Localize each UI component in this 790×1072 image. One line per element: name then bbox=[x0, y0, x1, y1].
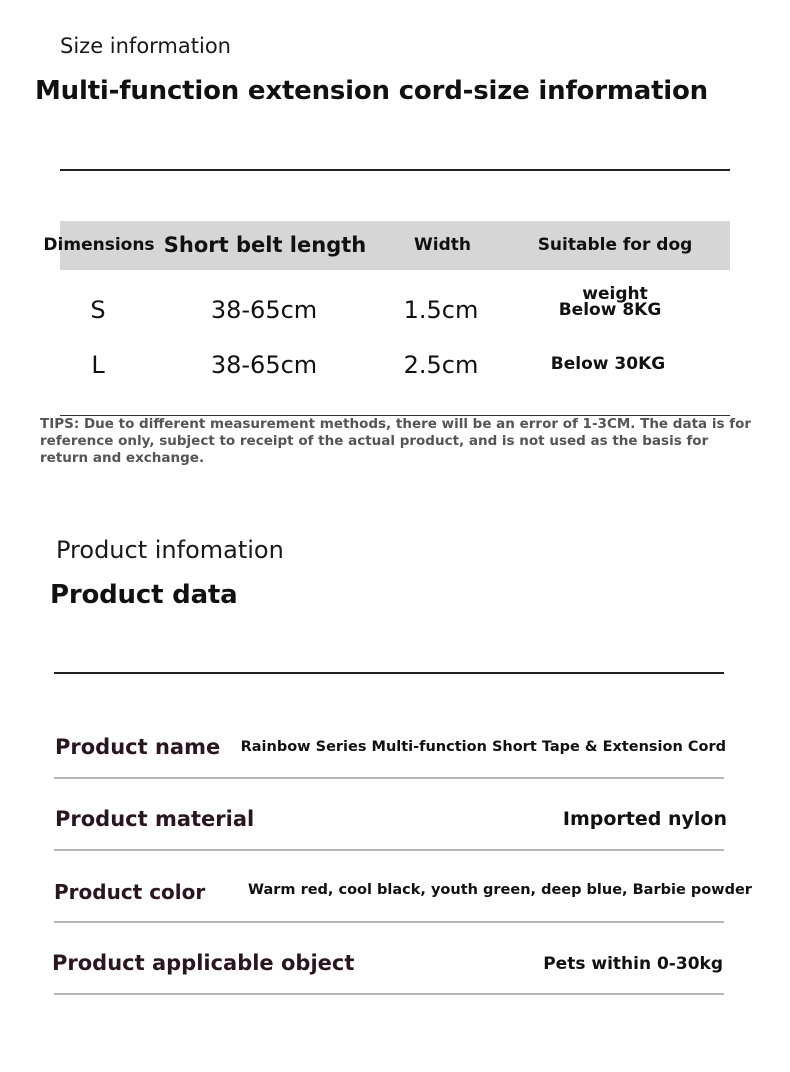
product-applicable-object-value: Pets within 0-30kg bbox=[543, 954, 723, 974]
product-name-value: Rainbow Series Multi-function Short Tape & Extension Cord bbox=[240, 739, 726, 755]
size-tips: TIPS: Due to different measurement methods, there will be an error of 1-3CM. The data is for reference only, subject to receipt of the actual product, and is not used as the basis for return and exchange. bbox=[40, 416, 751, 466]
product-row-divider bbox=[54, 777, 724, 779]
product-material-label: Product material bbox=[55, 807, 255, 831]
size-row-s-length: 38-65cm bbox=[210, 296, 318, 324]
size-row-l-dimension: L bbox=[91, 351, 105, 379]
product-color-label: Product color bbox=[54, 880, 206, 904]
product-row-divider bbox=[54, 993, 724, 995]
size-row-l-width: 2.5cm bbox=[403, 351, 479, 379]
size-header-belt-length: Short belt length bbox=[163, 233, 367, 257]
size-section-label: Size information bbox=[60, 34, 231, 58]
size-row-s-width: 1.5cm bbox=[403, 296, 479, 324]
product-material-value: Imported nylon bbox=[562, 808, 727, 830]
size-header-dog-weight: Suitable for dog weight bbox=[537, 235, 693, 304]
product-section-label: Product infomation bbox=[56, 536, 284, 564]
size-header-width: Width bbox=[414, 235, 471, 255]
product-name-label: Product name bbox=[55, 735, 221, 759]
product-color-value: Warm red, cool black, youth green, deep blue, Barbie powder bbox=[248, 882, 752, 898]
size-title-divider bbox=[60, 169, 730, 171]
product-row-divider bbox=[54, 921, 724, 923]
product-title-divider bbox=[54, 672, 724, 674]
product-row-divider bbox=[54, 849, 724, 851]
product-section-title: Product data bbox=[50, 580, 238, 610]
size-row-s-dimension: S bbox=[90, 296, 106, 324]
product-applicable-object-label: Product applicable object bbox=[52, 951, 355, 975]
size-row-l-weight: Below 30KG bbox=[550, 354, 666, 374]
size-row-l-length: 38-65cm bbox=[210, 351, 318, 379]
size-section-title: Multi-function extension cord-size information bbox=[35, 76, 708, 106]
size-row-s-weight: Below 8KG bbox=[558, 300, 662, 320]
size-header-dimensions: Dimensions bbox=[43, 235, 155, 255]
